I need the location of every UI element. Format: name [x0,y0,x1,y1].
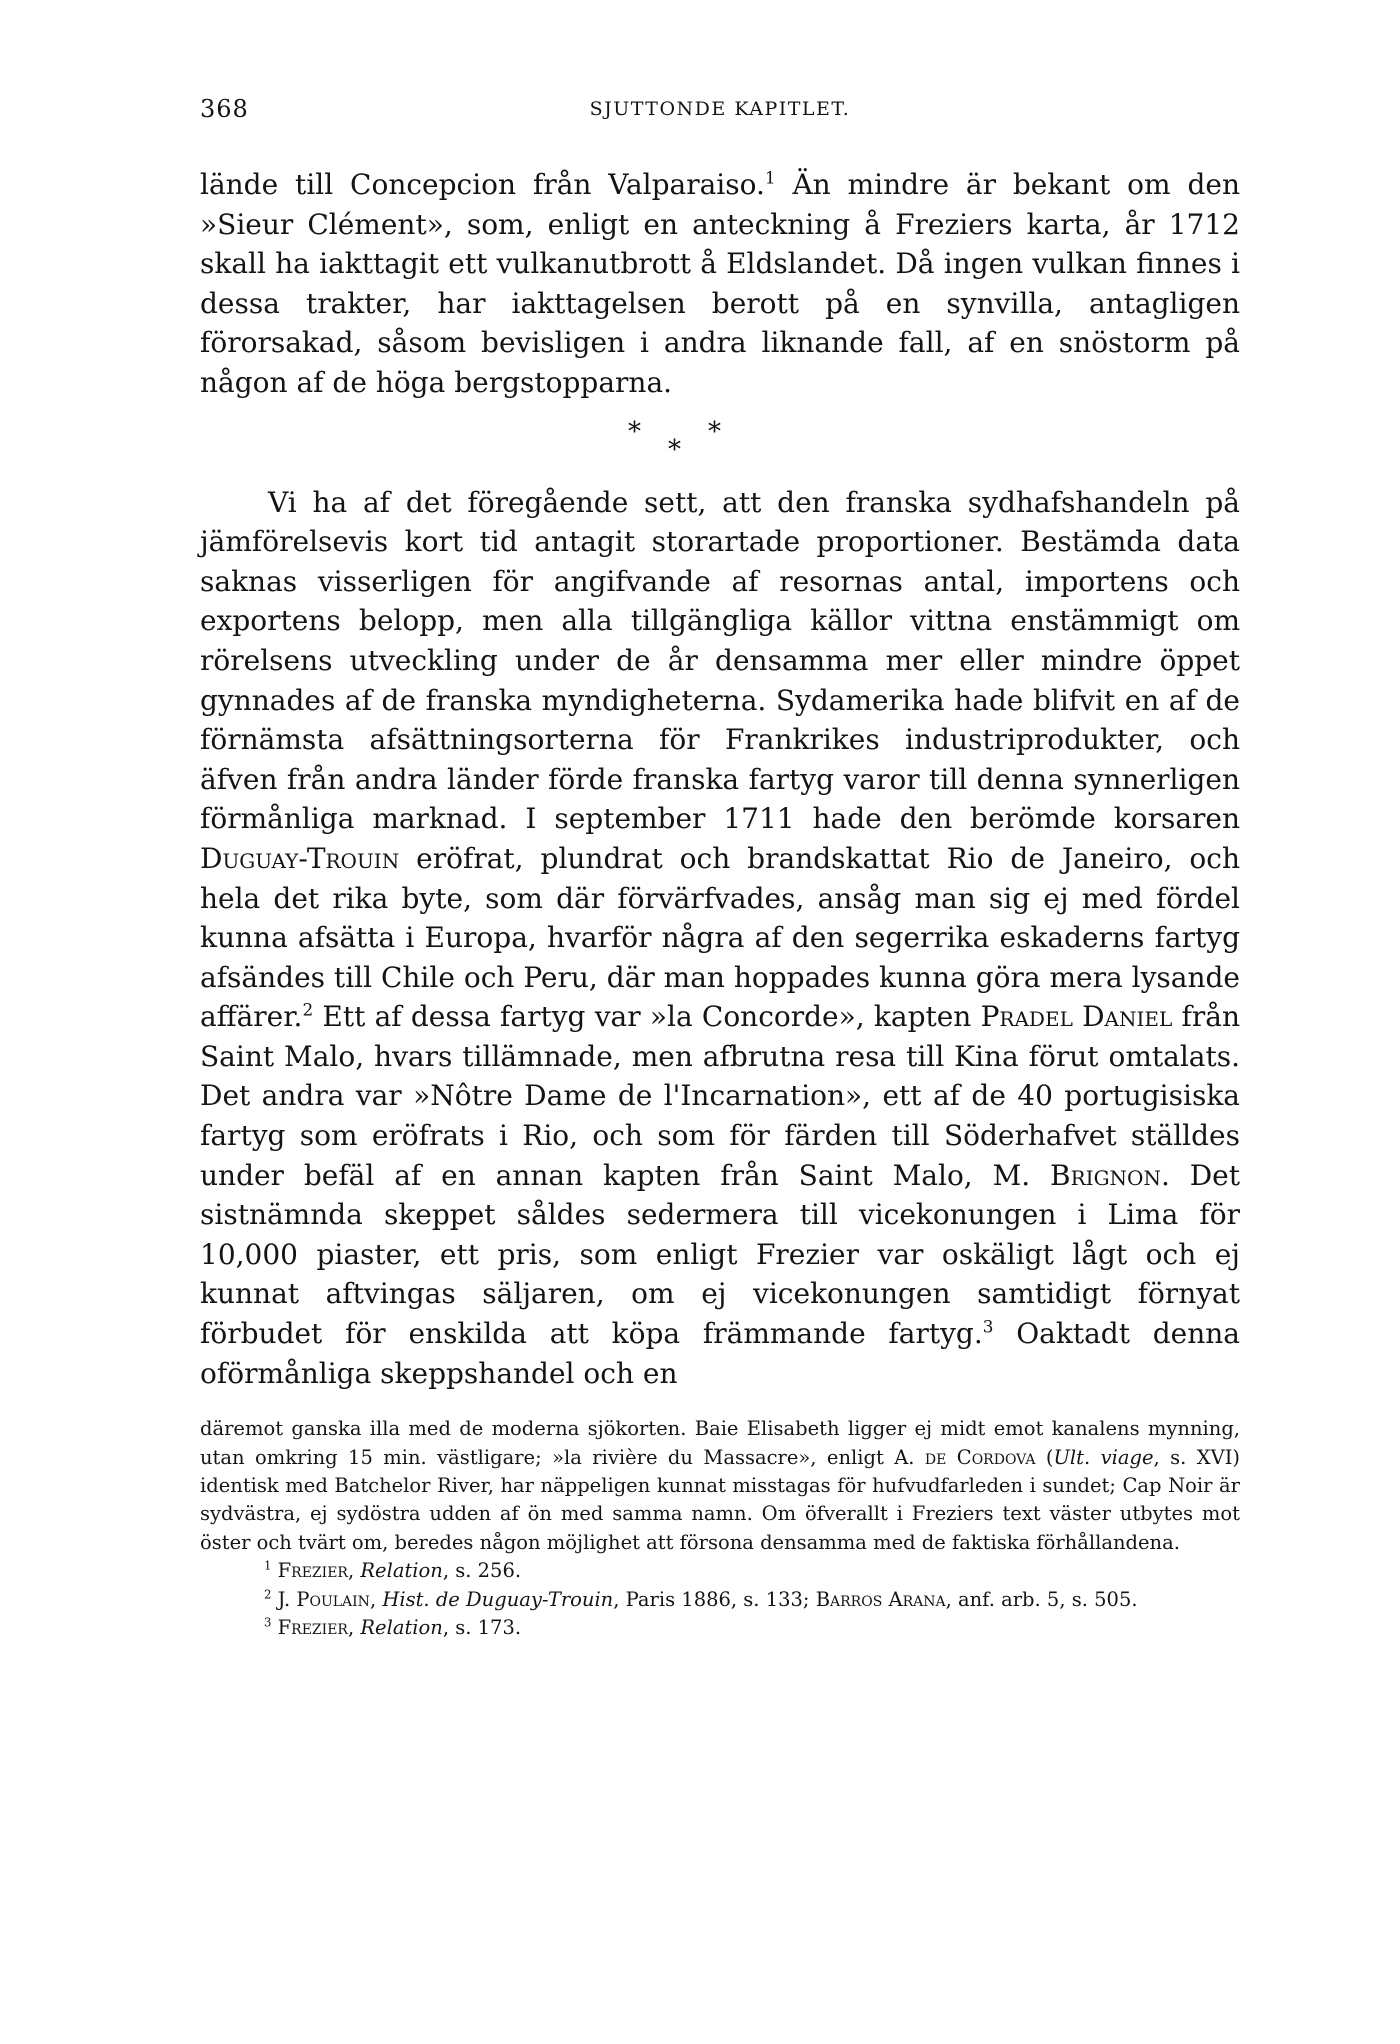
work-title: Ult. viage [1053,1445,1154,1469]
page-number: 368 [200,95,249,123]
person-name: de Cordova [924,1445,1036,1469]
separator-star-1: * [628,416,641,447]
footnote-1 [200,1557,1240,1585]
person-name: Duguay-Trouin [200,841,400,875]
paragraph-1-text-cont: Än mindre är bekant om den »Sieur Clément», som, enligt en anteckning å Freziers karta, år 1712 skall ha iakttagit ett vulkanutbrott å Eldslandet. Då ingen vulkan finnes i dessa trakter, har iakttagelsen berott på en synvilla, antagligen förorsakad, såsom bevisligen i andra liknande fall, af en snöstorm på någon af de höga bergstopparna. [200,168,1240,399]
paragraph-2-text: eröfrat, plundrat och brandskattat Rio de Janeiro, och hela det rika byte, som där förvärfvades, ansåg man sig ej med fördel kunna afsätta i Europa, hvarför några af den segerrika eskaderns fartyg afsändes till Chile och Peru, där man hoppades kunna göra mera lysande affärer. [200,841,1240,1034]
footnote-continued [200,1415,1240,1557]
work-title: Hist. de Duguay-Trouin [382,1587,614,1611]
page-header [200,95,1240,135]
footnote-text: , s. XVI) identisk med Batchelor River, har näppeligen kunnat misstagas för hufvudfarleden i sundet; Cap Noir är sydvästra, ej sydöstra udden af ön med samma namn. Om öfverallt i Freziers text väster utbytes mot öster och tvärt om, beredes någon möjlighet att försona densamma med de faktiska förhållandena. [200,1445,1241,1554]
person-name: Brignon [1050,1158,1161,1192]
footnote-spacer [200,1393,1240,1415]
person-name: Frezier [277,1616,348,1640]
footnote-ref-3: 3 [982,1316,994,1337]
running-head: SJUTTONDE KAPITLET. [589,98,851,120]
footnote-mark: 1 [264,1558,272,1573]
work-title: Relation [360,1559,443,1583]
footnote-text: , s. 173. [442,1616,522,1640]
paragraph-2-text: Ett af dessa fartyg var »la Concorde», kapten [313,1000,981,1034]
footnote-ref-1: 1 [764,167,776,188]
paragraph-2 [200,483,1240,1394]
footnote-text: , [369,1587,383,1611]
footnote-text: , s. 256. [442,1559,522,1583]
footnote-ref-2: 2 [302,999,314,1020]
footnote-3 [200,1614,1240,1642]
separator-star-2: * [668,434,681,465]
paragraph-2-text: från Saint Malo, hvars tillämnade, men afbrutna resa till Kina förut omtalats. Det andra var »Nôtre Dame de l'Incarnation», ett af de 40 portugisiska fartyg som eröfrats i Rio, och som för färden till Söderhafvet ställdes under befäl af en annan kapten från Saint Malo, M. [200,1000,1241,1192]
footnote-text: J. [277,1587,297,1611]
paragraph-2-text: Oaktadt denna oförmånliga skeppshandel och en [200,1317,1240,1390]
person-name: Pradel Daniel [980,1000,1173,1034]
footnote-text: däremot ganska illa med de moderna sjökorten. Baie Elisabeth ligger ej midt emot kanalens mynning, utan omkring 15 min. västligare; »la rivière du Massacre», enligt A. [200,1417,1240,1469]
section-separator [200,403,1240,483]
paragraph-1 [200,165,1240,403]
footnote-text: ( [1035,1445,1054,1469]
footnote-text: , [347,1559,361,1583]
person-name: Frezier [277,1559,348,1583]
separator-star-3: * [708,416,721,447]
footnotes [200,1415,1240,1642]
footnote-text: , Paris 1886, s. 133; [613,1587,816,1611]
footnote-mark: 3 [264,1615,272,1630]
paragraph-1-text: lände till Concepcion från Valparaiso. [200,168,765,201]
footnote-text: , anf. arb. 5, s. 505. [945,1587,1138,1611]
person-name: Barros Arana [815,1587,946,1611]
footnote-text: , [347,1616,361,1640]
footnote-2 [200,1586,1240,1614]
main-text [200,165,1240,1393]
book-page [200,95,1240,1642]
person-name: Poulain [296,1587,370,1611]
paragraph-2-text: . Det sistnämnda skeppet såldes sedermera till vicekonungen i Lima för 10,000 piaster, ett pris, som enligt Frezier var oskäligt lågt och ej kunnat aftvingas säljaren, om ej vicekonungen samtidigt förnyat förbudet för enskilda att köpa främmande fartyg. [200,1158,1240,1351]
footnote-mark: 2 [264,1587,272,1602]
work-title: Relation [360,1616,443,1640]
paragraph-2-text: Vi ha af det föregående sett, att den franska sydhafshandeln på jämförelsevis kort tid antagit storartade proportioner. Bestämda data saknas visserligen för angifvande af resornas antal, importens och exportens belopp, men alla tillgängliga källor vittna enstämmigt om rörelsens utveckling under de år densamma mer eller mindre öppet gynnades af de franska myndigheterna. Sydamerika hade blifvit en af de förnämsta afsättningsorterna för Frankrikes industriprodukter, och äfven från andra länder förde franska fartyg varor till denna synnerligen förmånliga marknad. I september 1711 hade den berömde korsaren [200,485,1240,836]
